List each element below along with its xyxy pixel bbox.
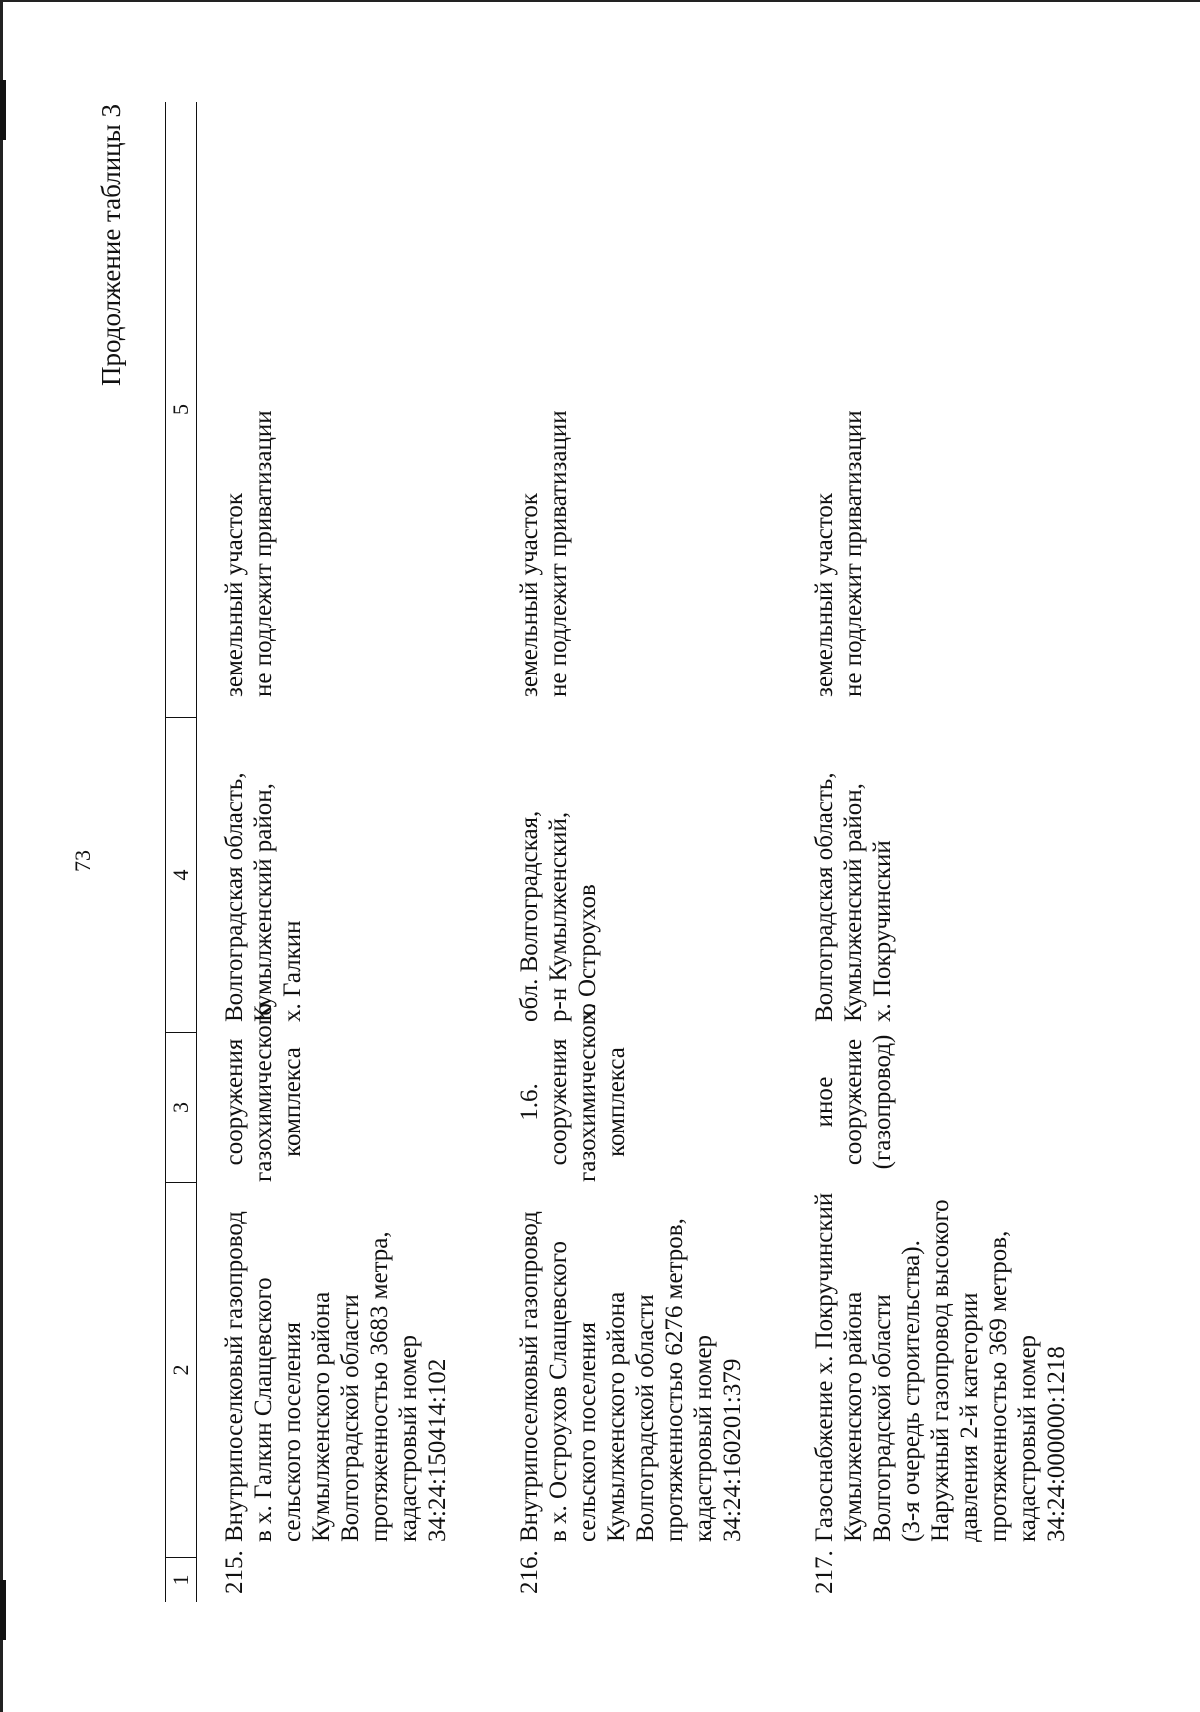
row-number: 215. <box>221 1550 248 1594</box>
object-note: земельный участок не подлежит приватизации <box>811 410 867 697</box>
object-address: обл. Волгоградская, р-н Кумылженский, х. Остроухов <box>516 810 601 1022</box>
object-name: Внутрипоселковый газопровод в х. Остроухов Слащевского сельского поселения Кумылженского района Волгоградской области протяженностью 6276 метров, кадастровый номер 34:24:160201:379 <box>516 1211 746 1542</box>
row-number: 217. <box>811 1550 838 1594</box>
object-name: Внутрипоселковый газопровод в х. Галкин Слащевского сельского поселения Кумылженского района Волгоградской области протяженностью 3683 метра, кадастровый номер 34:24:150414:102 <box>221 1211 451 1542</box>
column-header-1: 1 <box>166 1557 196 1602</box>
object-type: 1.6. сооружения газохимического комплекса <box>516 1003 630 1182</box>
row-number: 216. <box>516 1550 543 1594</box>
column-header-2: 2 <box>166 1182 196 1557</box>
object-type: сооружения газохимического комплекса <box>221 1003 306 1182</box>
page-number: 73 <box>70 850 95 872</box>
object-address: Волгоградская область, Кумылженский район, х. Галкин <box>221 772 306 1022</box>
column-header-4: 4 <box>166 717 196 1032</box>
table-header-row <box>165 102 197 1602</box>
table-continuation-caption: Продолжение таблицы 3 <box>96 104 126 386</box>
object-name: Газоснабжение х. Покручинский Кумылженского района Волгоградской области (3-я очередь строительства). Наружный газопровод высокого давления 2-й категории протяженностью 369 метров, кадастровый номер 34:24:000000:1218 <box>811 1192 1070 1542</box>
object-note: земельный участок не подлежит приватизации <box>221 410 277 697</box>
column-header-3: 3 <box>166 1032 196 1182</box>
object-note: земельный участок не подлежит приватизации <box>516 410 572 697</box>
object-type: иное сооружение (газопровод) <box>811 1034 896 1170</box>
object-address: Волгоградская область, Кумылженский район, х. Покручинский <box>811 772 896 1022</box>
column-header-5: 5 <box>168 404 193 415</box>
